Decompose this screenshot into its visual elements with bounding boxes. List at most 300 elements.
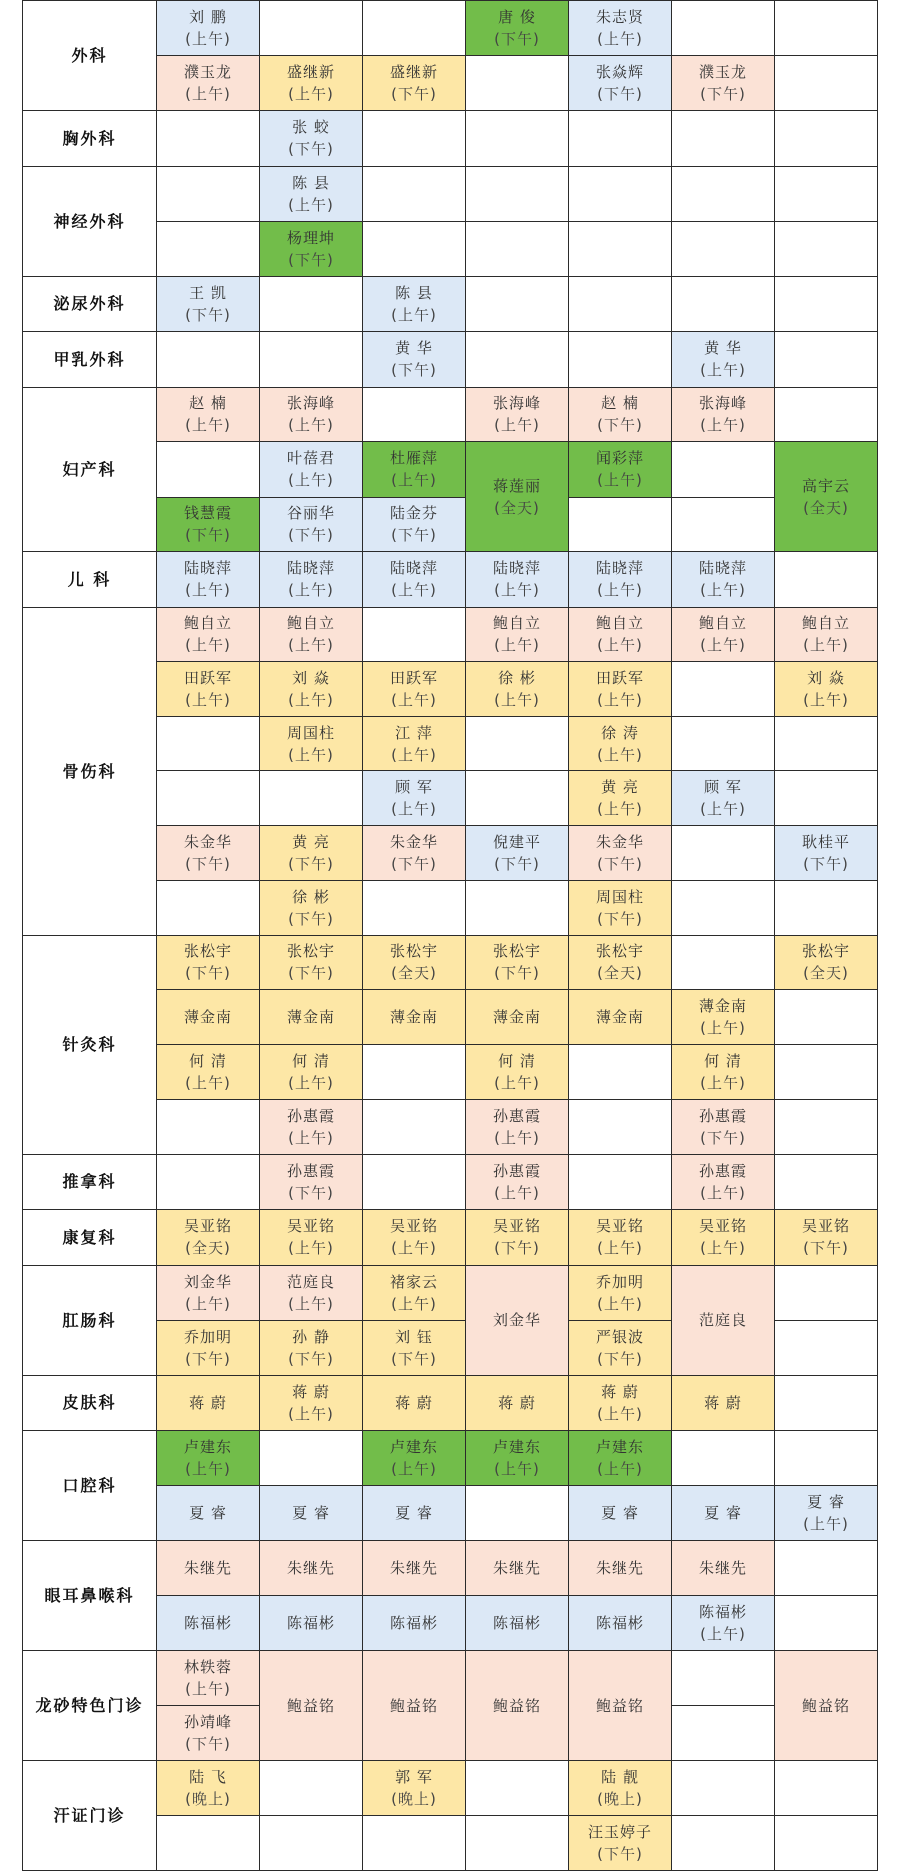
doctor-cell — [260, 607, 363, 662]
doctor-cell — [363, 826, 466, 881]
empty-cell — [775, 276, 878, 332]
doctor-cell — [775, 442, 878, 552]
doctor-name: 陆晓萍 — [492, 559, 541, 578]
doctor-name: 吴亚铭 — [183, 1217, 232, 1236]
session-time: (上午) — [597, 745, 643, 764]
doctor-name: 陆晓萍 — [698, 559, 747, 578]
department-label: 汗证门诊 — [23, 1761, 157, 1871]
empty-cell — [569, 1099, 672, 1154]
doctor-cell — [466, 1541, 569, 1596]
doctor-cell — [157, 1320, 260, 1375]
department-label: 眼耳鼻喉科 — [23, 1541, 157, 1651]
session-time: (上午) — [494, 1073, 540, 1092]
doctor-name: 鲍益铭 — [595, 1696, 644, 1715]
empty-cell — [775, 1265, 878, 1320]
session-time: (上午) — [288, 85, 334, 103]
doctor-cell — [260, 442, 363, 498]
doctor-name: 郭 军 — [395, 1768, 433, 1786]
session-time: (下午) — [288, 909, 334, 928]
doctor-name: 薄金南 — [698, 997, 747, 1016]
session-time: (上午) — [185, 30, 231, 48]
doctor-cell — [672, 1541, 775, 1596]
doctor-name: 孙惠霞 — [286, 1161, 335, 1180]
doctor-name: 杨理坤 — [286, 228, 335, 247]
session-time: (上午) — [288, 690, 334, 709]
doctor-cell — [260, 662, 363, 717]
empty-cell — [157, 1099, 260, 1154]
empty-cell — [569, 1154, 672, 1210]
session-time: (下午) — [597, 1845, 643, 1863]
doctor-cell — [569, 1816, 672, 1871]
doctor-name: 孙惠霞 — [492, 1106, 541, 1125]
doctor-cell — [569, 1761, 672, 1816]
doctor-name: 蒋 蔚 — [601, 1382, 639, 1401]
empty-cell — [775, 111, 878, 167]
doctor-name: 赵 楠 — [601, 394, 639, 413]
empty-cell — [775, 716, 878, 771]
doctor-cell — [157, 1375, 260, 1431]
empty-cell — [157, 332, 260, 388]
empty-cell — [260, 1, 363, 56]
doctor-name: 朱继先 — [286, 1559, 335, 1577]
session-time: (上午) — [185, 636, 231, 655]
schedule-row — [23, 1651, 878, 1706]
session-time: (晚上) — [185, 1790, 231, 1808]
empty-cell — [157, 716, 260, 771]
doctor-cell — [260, 387, 363, 442]
empty-cell — [672, 716, 775, 771]
empty-cell — [363, 1816, 466, 1871]
doctor-name: 刘 钰 — [395, 1327, 433, 1346]
doctor-cell — [775, 662, 878, 717]
doctor-cell — [672, 56, 775, 111]
doctor-cell — [569, 1320, 672, 1375]
doctor-name: 闻彩萍 — [595, 449, 644, 468]
session-time: (上午) — [700, 361, 746, 380]
schedule-row — [23, 552, 878, 608]
doctor-cell — [260, 1375, 363, 1431]
doctor-cell — [157, 607, 260, 662]
doctor-cell — [157, 826, 260, 881]
doctor-name: 朱继先 — [389, 1559, 438, 1577]
doctor-cell — [157, 276, 260, 332]
doctor-name: 孙惠霞 — [286, 1106, 335, 1125]
session-time: (下午) — [597, 1349, 643, 1368]
schedule-row — [23, 1, 878, 56]
doctor-cell — [466, 1154, 569, 1210]
session-time: (上午) — [803, 690, 849, 709]
doctor-cell — [672, 771, 775, 826]
doctor-cell — [569, 552, 672, 608]
doctor-name: 鲍益铭 — [286, 1696, 335, 1715]
doctor-name: 朱继先 — [595, 1559, 644, 1577]
doctor-name: 陆晓萍 — [595, 559, 644, 578]
session-time: (全天) — [494, 498, 540, 517]
doctor-cell — [363, 1320, 466, 1375]
session-time: (上午) — [700, 1625, 746, 1643]
doctor-cell — [569, 1486, 672, 1541]
session-time: (上午) — [185, 416, 231, 435]
empty-cell — [569, 1045, 672, 1100]
session-time: (下午) — [391, 526, 437, 545]
doctor-name: 吴亚铭 — [801, 1217, 850, 1236]
doctor-cell — [363, 1375, 466, 1431]
doctor-cell — [363, 276, 466, 332]
empty-cell — [260, 771, 363, 826]
empty-cell — [466, 1761, 569, 1816]
doctor-name: 孙惠霞 — [698, 1161, 747, 1180]
doctor-name: 周国柱 — [595, 887, 644, 906]
doctor-cell — [569, 1, 672, 56]
doctor-name: 濮玉龙 — [698, 63, 747, 81]
empty-cell — [775, 1596, 878, 1651]
schedule-row — [23, 1210, 878, 1266]
department-label: 胸外科 — [23, 111, 157, 167]
session-time: (上午) — [803, 636, 849, 655]
doctor-name: 吴亚铭 — [389, 1217, 438, 1236]
doctor-cell — [260, 1210, 363, 1266]
schedule-row — [23, 607, 878, 662]
empty-cell — [569, 111, 672, 167]
empty-cell — [775, 771, 878, 826]
session-time: (下午) — [185, 964, 231, 983]
session-time: (上午) — [288, 1294, 334, 1313]
doctor-cell — [260, 1045, 363, 1100]
session-time: (下午) — [597, 854, 643, 873]
doctor-name: 薄金南 — [389, 1008, 438, 1027]
doctor-cell — [466, 607, 569, 662]
doctor-name: 乔加明 — [183, 1327, 232, 1346]
session-time: (上午) — [597, 471, 643, 490]
doctor-name: 陆 飞 — [189, 1768, 227, 1786]
doctor-name: 鲍益铭 — [389, 1696, 438, 1715]
doctor-cell — [363, 1541, 466, 1596]
session-time: (下午) — [391, 1349, 437, 1368]
doctor-cell — [466, 990, 569, 1045]
session-time: (上午) — [700, 581, 746, 600]
session-time: (上午) — [597, 1294, 643, 1313]
doctor-cell — [466, 1, 569, 56]
doctor-cell — [260, 826, 363, 881]
session-time: (上午) — [494, 416, 540, 435]
doctor-name: 田跃军 — [183, 668, 232, 687]
empty-cell — [672, 442, 775, 498]
session-time: (上午) — [700, 800, 746, 819]
doctor-name: 张海峰 — [698, 394, 747, 413]
doctor-name: 刘金华 — [492, 1311, 541, 1329]
doctor-cell — [466, 1099, 569, 1154]
doctor-cell — [363, 1210, 466, 1266]
empty-cell — [569, 221, 672, 276]
session-time: (上午) — [288, 1073, 334, 1092]
doctor-name: 鲍自立 — [801, 614, 850, 633]
doctor-name: 田跃军 — [389, 668, 438, 687]
department-label: 皮肤科 — [23, 1375, 157, 1431]
doctor-cell — [260, 497, 363, 552]
doctor-cell — [466, 442, 569, 552]
session-time: (上午) — [288, 636, 334, 655]
empty-cell — [466, 56, 569, 111]
empty-cell — [157, 880, 260, 935]
session-time: (上午) — [494, 581, 540, 600]
doctor-name: 张 蛟 — [292, 118, 330, 137]
session-time: (上午) — [391, 690, 437, 709]
department-label: 儿 科 — [23, 552, 157, 608]
doctor-cell — [363, 662, 466, 717]
session-time: (上午) — [597, 690, 643, 709]
schedule-row — [23, 387, 878, 442]
empty-cell — [363, 1154, 466, 1210]
doctor-cell — [466, 1045, 569, 1100]
doctor-name: 黄 亮 — [601, 778, 639, 797]
doctor-cell — [363, 497, 466, 552]
empty-cell — [775, 1320, 878, 1375]
doctor-name: 吴亚铭 — [286, 1217, 335, 1236]
doctor-cell — [569, 56, 672, 111]
doctor-name: 卢建东 — [595, 1438, 644, 1456]
doctor-name: 夏 睿 — [395, 1504, 433, 1522]
doctor-name: 范庭良 — [698, 1311, 747, 1329]
empty-cell — [672, 880, 775, 935]
doctor-name: 夏 睿 — [704, 1504, 742, 1522]
session-time: (上午) — [288, 581, 334, 600]
doctor-name: 夏 睿 — [292, 1504, 330, 1522]
session-time: (上午) — [700, 636, 746, 655]
empty-cell — [157, 442, 260, 498]
department-label: 妇产科 — [23, 387, 157, 552]
doctor-cell — [363, 1761, 466, 1816]
doctor-cell — [569, 880, 672, 935]
session-time: (下午) — [391, 361, 437, 380]
empty-cell — [775, 1045, 878, 1100]
doctor-name: 蒋 蔚 — [704, 1393, 742, 1412]
doctor-cell — [157, 497, 260, 552]
empty-cell — [466, 771, 569, 826]
empty-cell — [775, 166, 878, 221]
doctor-cell — [569, 442, 672, 498]
doctor-name: 张松宇 — [286, 942, 335, 961]
empty-cell — [260, 276, 363, 332]
session-time: (上午) — [185, 1460, 231, 1478]
doctor-cell — [363, 1486, 466, 1541]
doctor-name: 张松宇 — [389, 942, 438, 961]
doctor-name: 鲍自立 — [698, 614, 747, 633]
doctor-name: 陆晓萍 — [389, 559, 438, 578]
doctor-cell — [157, 990, 260, 1045]
doctor-cell — [672, 990, 775, 1045]
doctor-cell — [260, 1265, 363, 1320]
doctor-name: 夏 睿 — [807, 1493, 845, 1511]
department-label: 骨伤科 — [23, 607, 157, 935]
empty-cell — [466, 111, 569, 167]
session-time: (全天) — [185, 1239, 231, 1258]
doctor-cell — [672, 1375, 775, 1431]
empty-cell — [466, 880, 569, 935]
empty-cell — [260, 332, 363, 388]
doctor-cell — [260, 56, 363, 111]
doctor-cell — [569, 1541, 672, 1596]
session-time: (上午) — [597, 30, 643, 48]
doctor-name: 鲍自立 — [595, 614, 644, 633]
empty-cell — [775, 990, 878, 1045]
doctor-name: 蒋 蔚 — [395, 1393, 433, 1412]
session-time: (下午) — [288, 854, 334, 873]
session-time: (上午) — [494, 636, 540, 655]
session-time: (下午) — [288, 250, 334, 269]
doctor-cell — [775, 935, 878, 990]
doctor-cell — [466, 935, 569, 990]
session-time: (上午) — [597, 1404, 643, 1423]
session-time: (上午) — [391, 581, 437, 600]
session-time: (上午) — [391, 471, 437, 490]
department-label: 推拿科 — [23, 1154, 157, 1210]
empty-cell — [672, 166, 775, 221]
doctor-cell — [157, 1706, 260, 1761]
empty-cell — [775, 552, 878, 608]
session-time: (下午) — [185, 1735, 231, 1753]
empty-cell — [775, 1375, 878, 1431]
empty-cell — [775, 1816, 878, 1871]
department-label: 康复科 — [23, 1210, 157, 1266]
session-time: (上午) — [185, 690, 231, 709]
doctor-cell — [672, 1486, 775, 1541]
session-time: (全天) — [803, 498, 849, 517]
session-time: (全天) — [597, 964, 643, 983]
doctor-cell — [157, 387, 260, 442]
empty-cell — [672, 497, 775, 552]
empty-cell — [569, 276, 672, 332]
doctor-cell — [672, 1045, 775, 1100]
session-time: (下午) — [185, 305, 231, 324]
doctor-cell — [466, 1431, 569, 1486]
department-label: 针灸科 — [23, 935, 157, 1154]
doctor-cell — [260, 935, 363, 990]
doctor-cell — [672, 1099, 775, 1154]
session-time: (上午) — [597, 636, 643, 655]
doctor-name: 卢建东 — [183, 1438, 232, 1456]
doctor-cell — [157, 1, 260, 56]
doctor-name: 陆 靓 — [601, 1768, 639, 1786]
empty-cell — [569, 497, 672, 552]
doctor-name: 何 清 — [292, 1051, 330, 1070]
doctor-name: 谷丽华 — [286, 504, 335, 523]
doctor-name: 薄金南 — [492, 1008, 541, 1027]
doctor-cell — [363, 1596, 466, 1651]
session-time: (上午) — [391, 1294, 437, 1313]
doctor-name: 何 清 — [498, 1051, 536, 1070]
doctor-cell — [672, 332, 775, 388]
session-time: (下午) — [288, 140, 334, 159]
empty-cell — [672, 935, 775, 990]
doctor-cell — [466, 826, 569, 881]
doctor-cell — [569, 607, 672, 662]
doctor-name: 孙惠霞 — [698, 1106, 747, 1125]
doctor-name: 刘金华 — [183, 1272, 232, 1291]
session-time: (上午) — [700, 1239, 746, 1258]
session-time: (上午) — [494, 1183, 540, 1202]
doctor-name: 陈福彬 — [595, 1614, 644, 1632]
doctor-cell — [157, 1486, 260, 1541]
empty-cell — [260, 1431, 363, 1486]
session-time: (上午) — [288, 416, 334, 435]
doctor-name: 薄金南 — [286, 1008, 335, 1027]
doctor-cell — [363, 56, 466, 111]
session-time: (上午) — [288, 745, 334, 764]
session-time: (下午) — [288, 964, 334, 983]
doctor-name: 黄 亮 — [292, 832, 330, 851]
doctor-cell — [260, 552, 363, 608]
session-time: (上午) — [700, 1073, 746, 1092]
session-time: (下午) — [803, 1239, 849, 1258]
doctor-cell — [363, 1431, 466, 1486]
doctor-cell — [569, 1651, 672, 1761]
empty-cell — [775, 1541, 878, 1596]
doctor-name: 高宇云 — [801, 476, 850, 495]
doctor-cell — [569, 1210, 672, 1266]
schedule-row — [23, 1265, 878, 1320]
empty-cell — [775, 1431, 878, 1486]
doctor-cell — [157, 662, 260, 717]
doctor-name: 陈福彬 — [698, 1603, 747, 1621]
session-time: (上午) — [288, 471, 334, 490]
empty-cell — [775, 1, 878, 56]
doctor-cell — [260, 1651, 363, 1761]
session-time: (晚上) — [597, 1790, 643, 1808]
doctor-name: 孙惠霞 — [492, 1161, 541, 1180]
doctor-cell — [260, 1154, 363, 1210]
schedule-row — [23, 1375, 878, 1431]
session-time: (上午) — [494, 690, 540, 709]
doctor-cell — [672, 1210, 775, 1266]
empty-cell — [466, 166, 569, 221]
session-time: (上午) — [288, 1128, 334, 1147]
doctor-name: 盛继新 — [286, 63, 335, 81]
doctor-name: 张松宇 — [183, 942, 232, 961]
doctor-name: 严银波 — [595, 1327, 644, 1346]
doctor-name: 陈 县 — [395, 283, 433, 302]
doctor-cell — [363, 332, 466, 388]
empty-cell — [672, 1431, 775, 1486]
doctor-name: 江 萍 — [395, 723, 433, 742]
doctor-cell — [157, 56, 260, 111]
doctor-name: 朱继先 — [183, 1559, 232, 1577]
doctor-cell — [569, 771, 672, 826]
session-time: (下午) — [494, 30, 540, 48]
doctor-name: 周国柱 — [286, 723, 335, 742]
session-time: (上午) — [185, 1073, 231, 1092]
doctor-cell — [569, 1375, 672, 1431]
doctor-cell — [260, 111, 363, 167]
session-time: (下午) — [803, 854, 849, 873]
doctor-name: 倪建平 — [492, 832, 541, 851]
doctor-cell — [569, 662, 672, 717]
doctor-cell — [260, 1320, 363, 1375]
schedule-row — [23, 276, 878, 332]
doctor-cell — [260, 1541, 363, 1596]
doctor-name: 朱继先 — [492, 1559, 541, 1577]
doctor-name: 朱金华 — [183, 832, 232, 851]
doctor-cell — [157, 552, 260, 608]
doctor-cell — [157, 1761, 260, 1816]
session-time: (上午) — [700, 416, 746, 435]
schedule-row — [23, 166, 878, 221]
session-time: (上午) — [597, 1239, 643, 1258]
doctor-cell — [260, 1596, 363, 1651]
doctor-name: 蒋 蔚 — [498, 1393, 536, 1412]
doctor-cell — [775, 607, 878, 662]
empty-cell — [672, 1651, 775, 1706]
doctor-name: 耿桂平 — [801, 832, 850, 851]
